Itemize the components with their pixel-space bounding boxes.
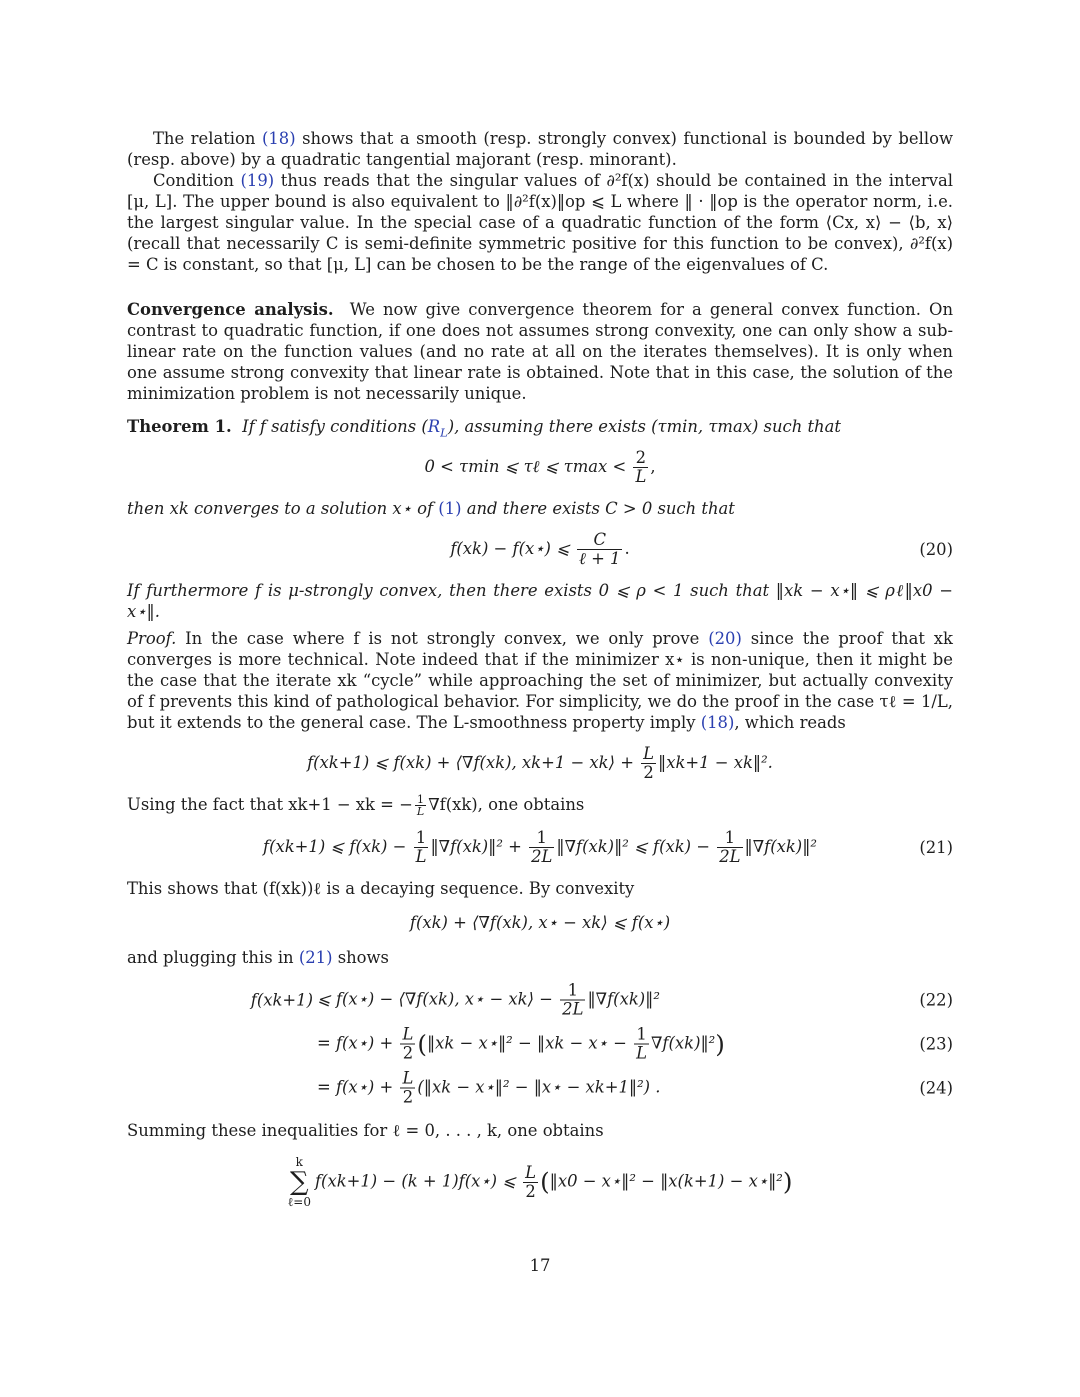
equation-24: = f(x⋆) + $\frac{L}{2}$ (‖xk − x⋆‖² − ‖x⋆ − xk+1‖²) . (24) (317, 1068, 953, 1107)
equation-number: (20) (919, 539, 953, 559)
equation-ref-20[interactable]: (20) (708, 629, 742, 648)
proof-paragraph: Proof. In the case where f is not strongly convex, we only prove (20) since the proof that xk converges is more technical. Note indeed that if the minimizer x⋆ is non-unique, then it might be the case that the iterate xk “cycle” while approaching the set of minimizer, but actually convexity of f prevents this kind of pathological behavior. For simplicity, we do the proof in the case τℓ = 1/L, but it extends to the general case. The L-smoothness property imply (18), which reads (127, 629, 953, 732)
plugging-text: and plugging this in (21) shows (127, 948, 389, 967)
equation-ref-18b[interactable]: (18) (700, 713, 735, 732)
sum-equation: k ∑ ℓ=0f(xk+1) − (k + 1)f(x⋆) ⩽ $\frac{L}{2}$ (‖x0 − x⋆‖² − ‖x(k+1) − x⋆‖²) (287, 1155, 793, 1209)
equation-number: (23) (919, 1034, 953, 1054)
equation-ref-21[interactable]: (21) (298, 948, 333, 967)
theorem-condition-equation: 0 < τmin ⩽ τℓ ⩽ τmax < $\frac{2}{L}$ , (424, 448, 656, 486)
summing-text: Summing these inequalities for ℓ = 0, . . . , k, one obtains (127, 1121, 604, 1140)
theorem-statement: Theorem 1. If f satisfy conditions $(R_L)$, assuming there exists (τmin, τmax) such that (127, 417, 841, 440)
equation-20: f(xk) − f(x⋆) ⩽ $\frac{C}{\text{ℓ + 1}}$ . (20) (450, 530, 953, 568)
smoothness-equation: f(xk+1) ⩽ f(xk) + ⟨∇f(xk), xk+1 − xk⟩ + $\frac{L}{2}$ ‖xk+1 − xk‖². (307, 744, 773, 782)
equation-21: f(xk+1) ⩽ f(xk) − $\frac{1}{L}$ ‖∇f(xk)‖² + $\frac{1}{2L}$ ‖∇f(xk)‖² ⩽ f(xk) − $\frac{1}{2L}$ ‖∇f(xk)‖² (21) (263, 828, 953, 866)
paragraph-condition: Condition (19) thus reads that the singular values of ∂²f(x) should be contained in the interval [μ, L]. The upper bound is also equivalent to ‖∂²f(x)‖op ⩽ L where ‖ · ‖op is the operator norm, i.e. the largest singular value. In the special case of a quadratic function of the form ⟨Cx, x⟩ − ⟨b, x⟩ (recall that necessarily C is semi-definite symmetric positive for this function to be convex), ∂²f(x) = C is constant, so that [μ, L] can be chosen to be the range of the eigenvalues of C. (127, 171, 954, 274)
equation-ref-19[interactable]: (19) (240, 171, 275, 190)
equation-number: (24) (919, 1078, 953, 1098)
equation-number: (22) (919, 990, 953, 1010)
page-number: 17 (529, 1256, 551, 1275)
decay-text: This shows that (f(xk))ℓ is a decaying sequence. By convexity (127, 879, 635, 898)
proof-label: Proof. (127, 629, 177, 648)
paragraph-relation: The relation (18) shows that a smooth (resp. strongly convex) functional is bounded by bellow (resp. above) by a quadratic tangential majorant (resp. minorant). (127, 129, 953, 169)
equation-23: = f(x⋆) + $\frac{L}{2}$ (‖xk − x⋆‖² − ‖xk − x⋆ − $\frac{1}{L}$ ∇f(xk)‖²) (23) (317, 1024, 953, 1063)
theorem-label: Theorem 1. (127, 417, 232, 436)
equation-ref-18[interactable]: (18) (261, 129, 296, 148)
theorem-conclusion: then xk converges to a solution x⋆ of (1) and there exists C > 0 such that (127, 499, 735, 518)
aligned-equations (127, 978, 953, 1110)
section-heading: Convergence analysis. (127, 300, 334, 319)
paragraph-convergence: Convergence analysis. We now give convergence theorem for a general convex function. On contrast to quadratic function, if one does not assumes strong convexity, one can only show a sub-linear rate on the function values (and no rate at all on the iterates themselves). It is only when one assume strong convexity that linear rate is obtained. Note that in this case, the solution of the minimization problem is not necessarily unique. (127, 300, 953, 403)
equation-22: f(xk+1) ⩽ f(x⋆) − ⟨∇f(xk), x⋆ − xk⟩ − $\frac{1}{2L}$ ‖∇f(xk)‖² (22) (250, 980, 953, 1019)
document-body (127, 128, 953, 1221)
equation-number: (21) (919, 837, 953, 857)
sum-operator: k ∑ ℓ=0 (287, 1155, 311, 1209)
theorem-strong-convexity: If furthermore f is μ-strongly convex, then there exists 0 ⩽ ρ < 1 such that ‖xk − x⋆‖ ⩽ ρℓ‖x0 − x⋆‖. (127, 581, 953, 621)
convexity-equation: f(xk) + ⟨∇f(xk), x⋆ − xk⟩ ⩽ f(x⋆) (409, 913, 671, 932)
equation-ref-1[interactable]: (1) (438, 499, 462, 518)
using-fact-text: Using the fact that xk+1 − xk = − $\frac{1}{L}$ ∇f(xk), one obtains (127, 793, 585, 818)
